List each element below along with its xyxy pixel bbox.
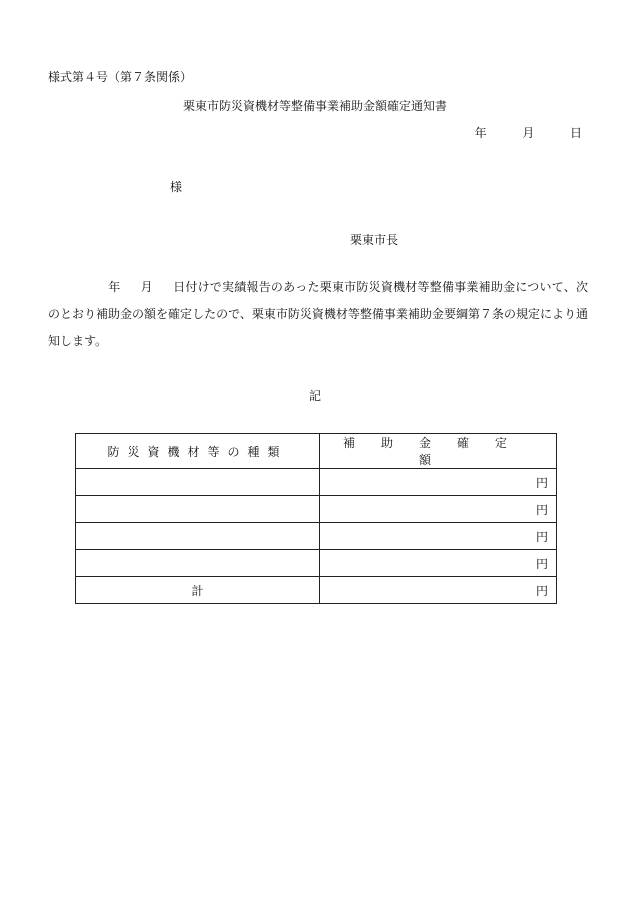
table-row xyxy=(76,496,557,523)
total-row xyxy=(76,577,557,604)
issuer-name: 栗東市長 xyxy=(350,233,399,247)
amount-cell: 円 xyxy=(320,523,557,550)
subsidy-breakdown-table xyxy=(75,433,557,604)
recipient-honorific: 様 xyxy=(170,180,183,194)
total-label: 計 xyxy=(76,577,320,604)
table-row xyxy=(76,523,557,550)
amount-cell: 円 xyxy=(320,496,557,523)
table-header-row xyxy=(76,434,557,469)
date-day-label: 日 xyxy=(569,126,582,140)
equipment-type-cell xyxy=(76,550,320,577)
document-title: 栗東市防災資機材等整備事業補助金額確定通知書 xyxy=(182,99,447,113)
amount-cell: 円 xyxy=(320,550,557,577)
equipment-type-cell xyxy=(76,496,320,523)
total-amount-cell: 円 xyxy=(320,577,557,604)
form-number: 様式第４号（第７条関係） xyxy=(48,70,193,84)
date-month-label: 月 xyxy=(522,126,535,140)
ki-heading: 記 xyxy=(308,389,321,403)
amount-cell: 円 xyxy=(320,469,557,496)
equipment-type-cell xyxy=(76,523,320,550)
table-row xyxy=(76,469,557,496)
date-line xyxy=(475,124,582,141)
table-row xyxy=(76,550,557,577)
body-text: 日付けで実績報告のあった栗東市防災資機材等整備事業補助金について、次のとおり補助金の額を確定したので、栗東市防災資機材等整備事業補助金要綱第７条の規定により通知します。 xyxy=(48,280,588,348)
date-year-label: 年 xyxy=(474,126,487,140)
notice-body xyxy=(48,274,588,355)
header-confirmed-amount: 補助金確定額 xyxy=(320,434,557,469)
body-month-label: 月 xyxy=(140,280,153,294)
equipment-type-cell xyxy=(76,469,320,496)
header-equipment-type: 防災資機材等の種類 xyxy=(76,434,320,469)
body-year-label: 年 xyxy=(108,280,121,294)
